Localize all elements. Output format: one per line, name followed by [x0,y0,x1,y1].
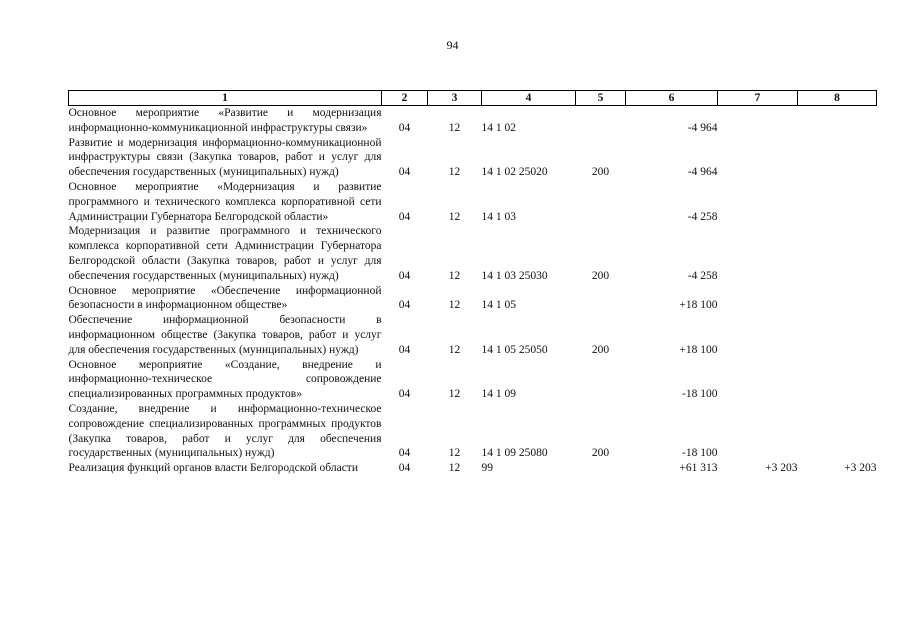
row-amount-1: -4 258 [687,269,718,282]
row-amount-2: +3 203 [765,462,798,475]
header-row [69,91,877,106]
row-amount-2 [718,106,798,136]
row-amount-1: -18 100 [682,388,718,401]
row-amount-2 [718,136,798,180]
column-header: 5 [576,91,626,106]
row-amount-1: -4 964 [687,121,718,134]
row-target-article: 14 1 09 [481,388,516,401]
row-section-code: 04 [398,462,411,475]
column-header: 1 [69,91,382,106]
page-number: 94 [446,38,459,52]
row-subsection-code: 12 [448,447,461,460]
row-expense-type: 200 [591,447,610,460]
row-amount-3: +3 203 [844,462,877,475]
row-amount-1: +61 313 [679,462,718,475]
row-amount-1: +18 100 [679,343,718,356]
table-row [69,136,877,180]
row-amount-1: -4 258 [687,210,718,223]
row-expense-type [576,106,626,136]
row-expense-type: 200 [591,166,610,179]
row-target-article: 14 1 02 25020 [481,166,548,179]
row-expense-type [576,461,626,476]
row-amount-2 [718,284,798,314]
row-expense-type [576,180,626,224]
row-section-code: 04 [398,121,411,134]
row-amount-2 [718,402,798,461]
column-header: 2 [382,91,428,106]
row-description: Реализация функций органов власти Белгородской области [68,462,358,475]
row-subsection-code: 12 [448,210,461,223]
row-section-code: 04 [398,343,411,356]
table-row [69,402,877,461]
row-amount-3 [798,358,877,402]
row-amount-3 [798,284,877,314]
row-subsection-code: 12 [448,269,461,282]
row-subsection-code: 12 [448,299,461,312]
row-subsection-code: 12 [448,343,461,356]
row-target-article: 14 1 05 [481,299,516,312]
row-amount-2 [718,224,798,283]
row-section-code: 04 [398,447,411,460]
row-section-code: 04 [398,210,411,223]
row-description: Основное мероприятие «Модернизация и развитие программного и технического комплекса корпоративной сети Администрации Губернатора Белгородской области» [68,180,382,223]
row-target-article: 14 1 02 [481,121,516,134]
table-row [69,358,877,402]
row-expense-type: 200 [591,269,610,282]
row-amount-1: -4 964 [687,166,718,179]
row-amount-1: -18 100 [682,447,718,460]
row-target-article: 99 [481,462,493,475]
row-description: Основное мероприятие «Развитие и модернизация информационно-коммуникационной инфраструктуры связи» [68,107,382,134]
row-section-code: 04 [398,166,411,179]
row-amount-3 [798,136,877,180]
column-header: 6 [626,91,718,106]
row-description: Модернизация и развитие программного и технического комплекса корпоративной сети Администрации Губернатора Белгородской области (Закупка товаров, работ и услуг для обеспечения государственных (муниципальных) нужд) [68,225,382,282]
row-description: Создание, внедрение и информационно-техническое сопровождение специализированных программных продуктов (Закупка товаров, работ и услуг для обеспечения государственных (муниципальных) нужд) [68,402,382,460]
budget-table [68,90,877,476]
row-amount-1: +18 100 [679,299,718,312]
row-amount-3 [798,180,877,224]
row-section-code: 04 [398,299,411,312]
row-section-code: 04 [398,388,411,401]
row-section-code: 04 [398,269,411,282]
row-amount-3 [798,106,877,136]
row-amount-2 [718,358,798,402]
row-target-article: 14 1 03 25030 [481,269,548,282]
row-subsection-code: 12 [448,166,461,179]
table-row [69,284,877,314]
row-target-article: 14 1 09 25080 [481,447,548,460]
row-subsection-code: 12 [448,121,461,134]
row-amount-2 [718,313,798,357]
table-row [69,224,877,283]
row-target-article: 14 1 03 [481,210,516,223]
row-amount-3 [798,402,877,461]
column-header: 3 [428,91,482,106]
row-expense-type [576,358,626,402]
column-header: 4 [482,91,576,106]
row-description: Основное мероприятие «Обеспечение информационной безопасности в информационном обществе» [68,284,382,312]
row-subsection-code: 12 [448,388,461,401]
row-expense-type: 200 [591,343,610,356]
column-header: 8 [798,91,877,106]
row-description: Основное мероприятие «Создание, внедрение и информационно-техническое сопровождение специализированных программных продуктов» [68,358,382,401]
row-expense-type [576,284,626,314]
row-subsection-code: 12 [448,462,461,475]
row-amount-3 [798,224,877,283]
column-header: 7 [718,91,798,106]
row-description: Обеспечение информационной безопасности в информационном обществе (Закупка товаров, работ и услуг для обеспечения государственных (муниципальных) нужд) [68,314,382,356]
table-row [69,461,877,476]
row-amount-2 [718,180,798,224]
table-row [69,106,877,136]
row-description: Развитие и модернизация информационно-коммуникационной инфраструктуры связи (Закупка товаров, работ и услуг для обеспечения государственных (муниципальных) нужд) [68,136,382,179]
row-target-article: 14 1 05 25050 [481,343,548,356]
table-row [69,313,877,357]
row-amount-3 [798,313,877,357]
table-row [69,180,877,224]
